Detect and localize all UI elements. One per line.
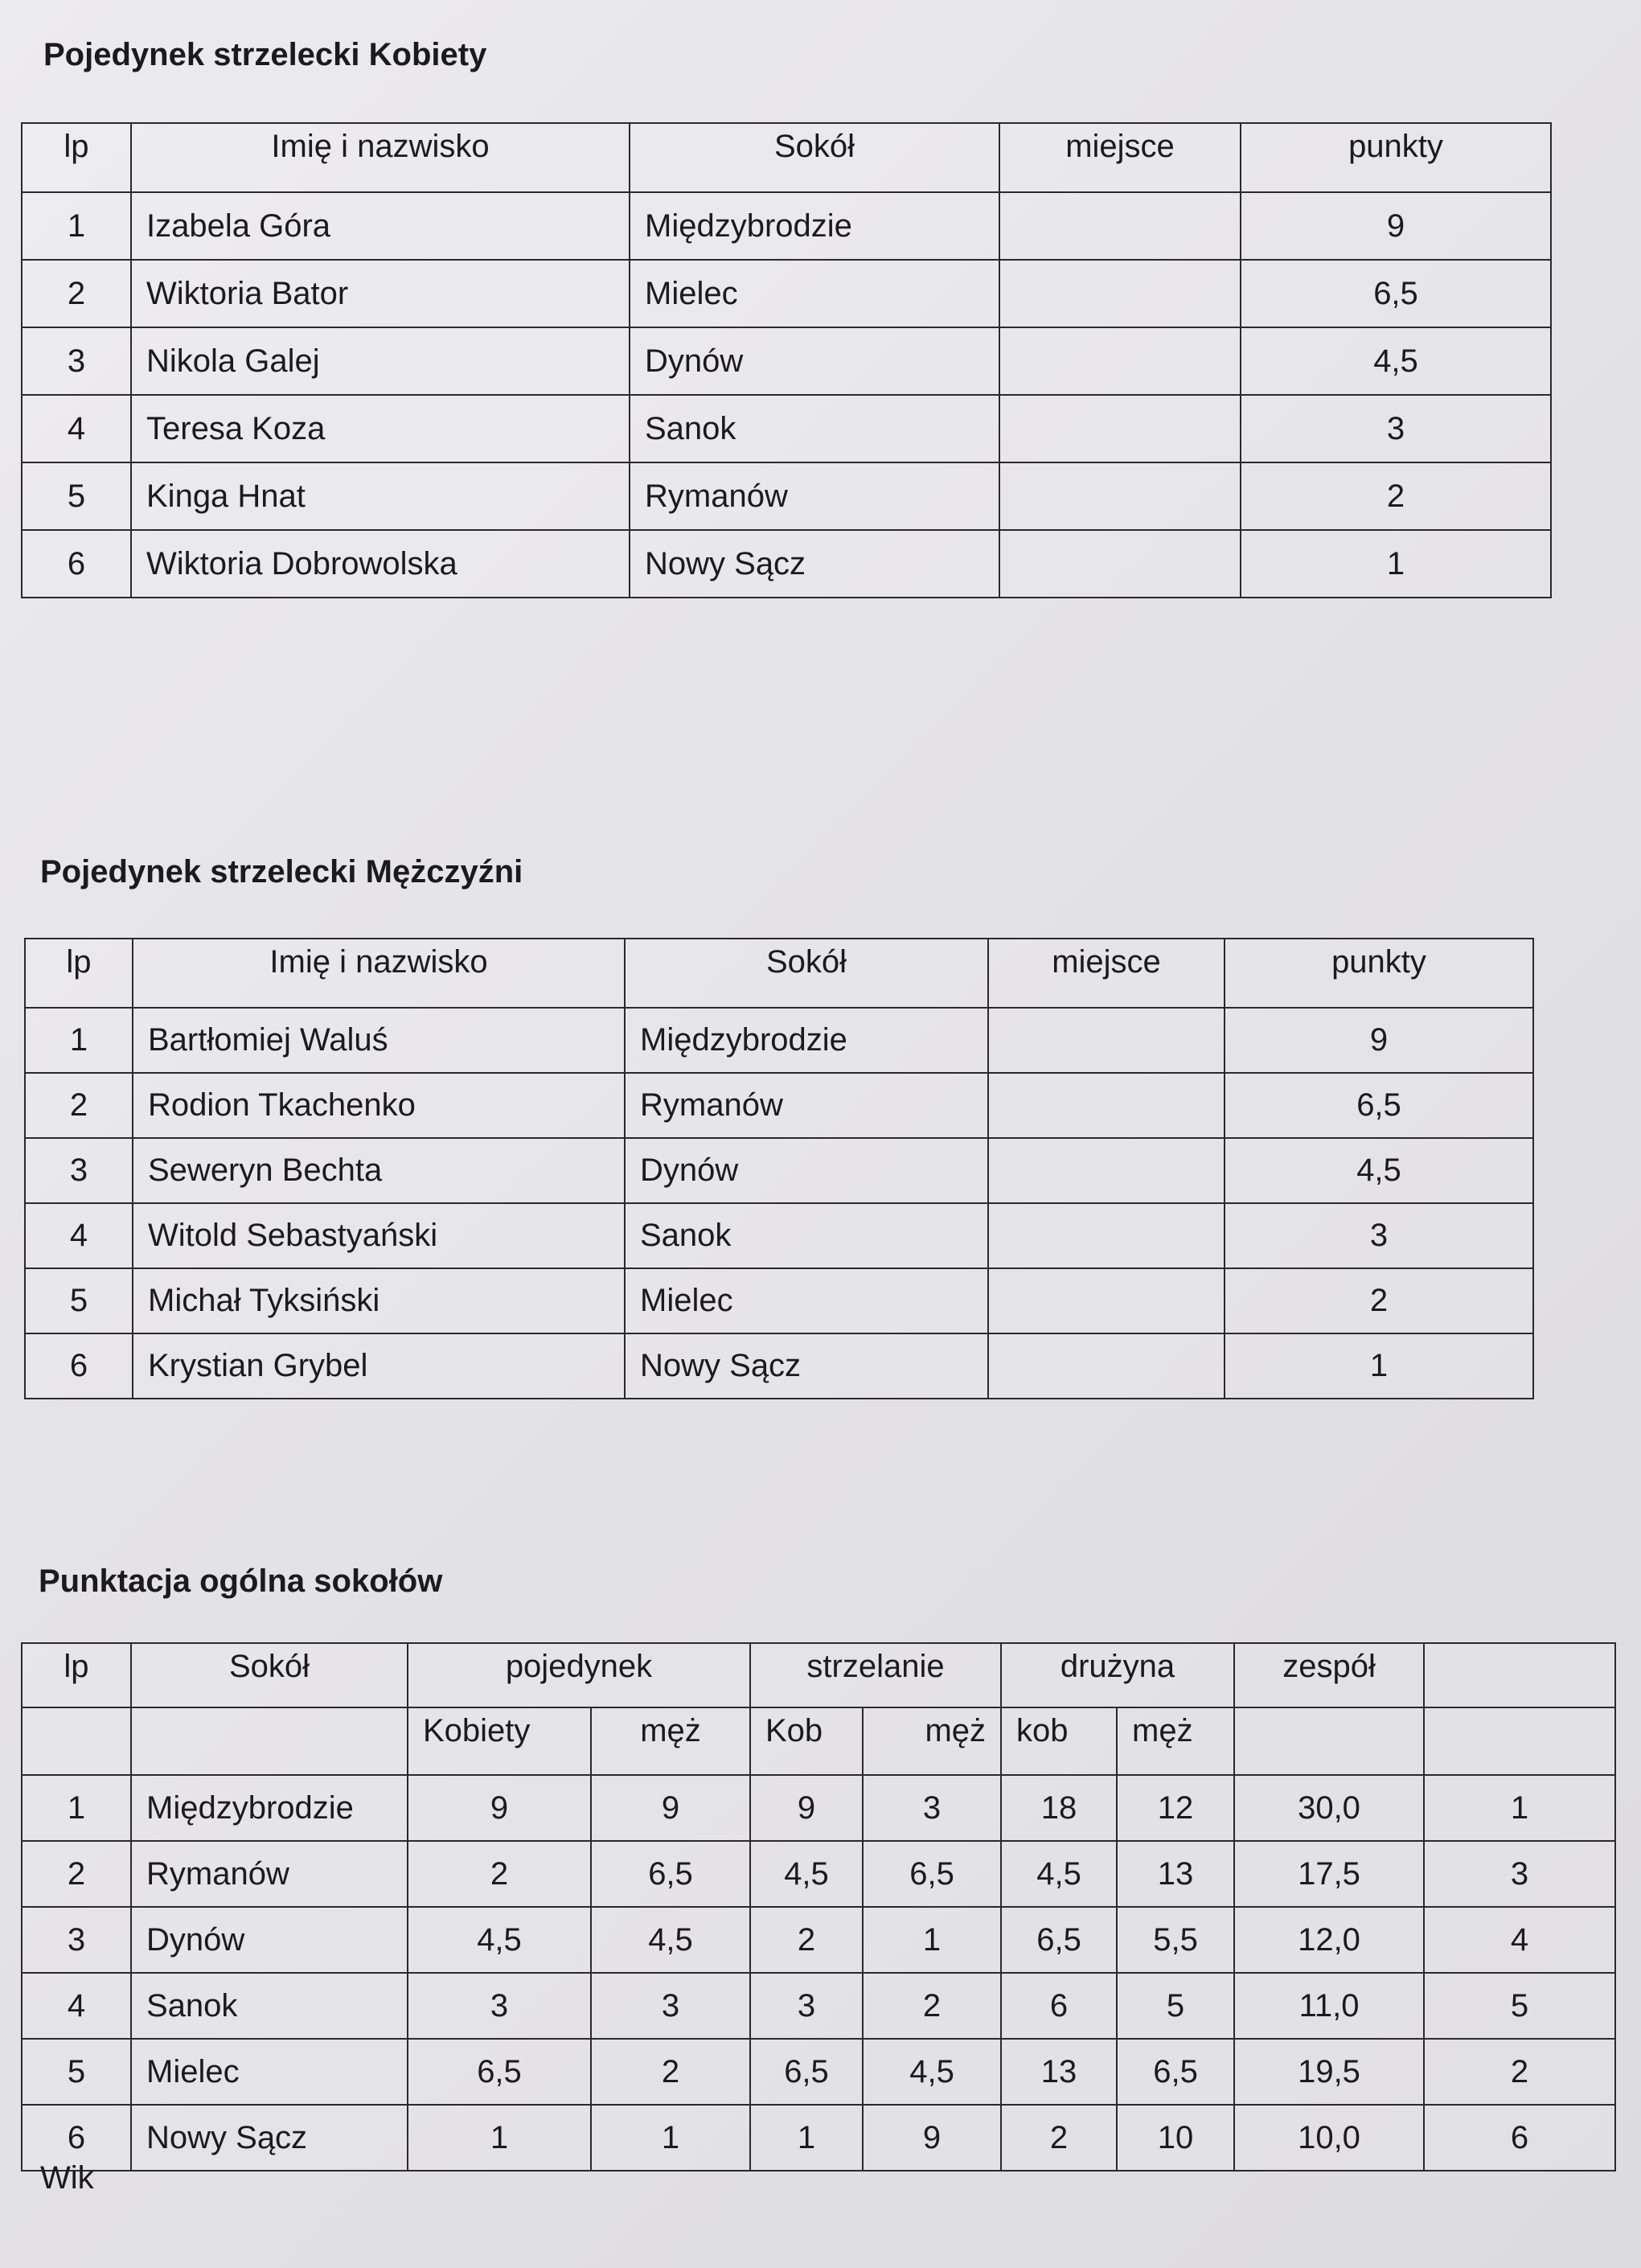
- cell-miejsce: [999, 327, 1241, 395]
- cell-pojedynek-mez: 2: [591, 2039, 750, 2105]
- cell-lp: 2: [22, 1841, 131, 1907]
- cell-druzyna-mez: 12: [1117, 1775, 1234, 1841]
- header-lp: lp: [22, 1643, 131, 1707]
- table-row: [22, 2039, 1615, 2105]
- cell-druzyna-kob: 13: [1001, 2039, 1117, 2105]
- cell-name: Witold Sebastyański: [133, 1203, 625, 1268]
- cell-pojedynek-kobiety: 4,5: [408, 1907, 591, 1973]
- men-results-table: [24, 938, 1534, 1399]
- cell-final-place: 5: [1424, 1973, 1615, 2039]
- cell-punkty: 4,5: [1241, 327, 1551, 395]
- cell-sokol: Międzybrodzie: [131, 1775, 408, 1841]
- cell-lp: 1: [25, 1008, 133, 1073]
- cell-strzelanie-kob: 6,5: [750, 2039, 863, 2105]
- cell-pojedynek-kobiety: 9: [408, 1775, 591, 1841]
- cell-miejsce: [999, 192, 1241, 260]
- cell-name: Wiktoria Bator: [131, 260, 630, 327]
- header-druzyna: drużyna: [1001, 1643, 1234, 1707]
- cell-pojedynek-mez: 1: [591, 2105, 750, 2171]
- table-row: [22, 2105, 1615, 2171]
- cell-sokol: Dynów: [630, 327, 999, 395]
- cell-lp: 2: [25, 1073, 133, 1138]
- table-row: [22, 192, 1551, 260]
- cell-sokol: Mielec: [625, 1268, 988, 1333]
- table-row: [22, 327, 1551, 395]
- cell-sokol: Dynów: [131, 1907, 408, 1973]
- cell-lp: 6: [25, 1333, 133, 1399]
- cell-punkty: 1: [1225, 1333, 1533, 1399]
- subheader-pojedynek-mez: męż: [591, 1707, 750, 1775]
- cell-punkty: 9: [1241, 192, 1551, 260]
- cell-sokol: Sanok: [625, 1203, 988, 1268]
- cell-lp: 2: [22, 260, 131, 327]
- cell-final-place: 6: [1424, 2105, 1615, 2171]
- cell-druzyna-kob: 6: [1001, 1973, 1117, 2039]
- table-row: [25, 1138, 1533, 1203]
- cell-druzyna-mez: 5,5: [1117, 1907, 1234, 1973]
- subheader-empty: [1424, 1707, 1615, 1775]
- table-header-row: [25, 939, 1533, 1008]
- cell-name: Seweryn Bechta: [133, 1138, 625, 1203]
- cell-name: Teresa Koza: [131, 395, 630, 462]
- men-section-title: Pojedynek strzelecki Mężczyźni: [40, 854, 523, 890]
- cell-punkty: 6,5: [1241, 260, 1551, 327]
- cell-strzelanie-kob: 2: [750, 1907, 863, 1973]
- cell-zespol: 30,0: [1234, 1775, 1424, 1841]
- cell-druzyna-kob: 4,5: [1001, 1841, 1117, 1907]
- table-row: [22, 1841, 1615, 1907]
- header-name: Imię i nazwisko: [131, 123, 630, 192]
- cell-druzyna-kob: 18: [1001, 1775, 1117, 1841]
- table-row: [22, 1973, 1615, 2039]
- header-lp: lp: [22, 123, 131, 192]
- cell-lp: 5: [22, 2039, 131, 2105]
- cell-zespol: 11,0: [1234, 1973, 1424, 2039]
- header-zespol: zespół: [1234, 1643, 1424, 1707]
- cell-lp: 3: [22, 327, 131, 395]
- cell-lp: 3: [22, 1907, 131, 1973]
- cell-druzyna-mez: 5: [1117, 1973, 1234, 2039]
- cell-strzelanie-mez: 9: [863, 2105, 1001, 2171]
- cell-punkty: 9: [1225, 1008, 1533, 1073]
- cell-lp: 1: [22, 192, 131, 260]
- table-row: [25, 1333, 1533, 1399]
- cell-miejsce: [988, 1333, 1225, 1399]
- cell-miejsce: [988, 1138, 1225, 1203]
- table-row: [25, 1008, 1533, 1073]
- cell-miejsce: [999, 260, 1241, 327]
- cell-lp: 6: [22, 530, 131, 598]
- header-lp: lp: [25, 939, 133, 1008]
- cell-strzelanie-mez: 4,5: [863, 2039, 1001, 2105]
- cell-pojedynek-mez: 4,5: [591, 1907, 750, 1973]
- cell-pojedynek-kobiety: 3: [408, 1973, 591, 2039]
- cell-miejsce: [988, 1008, 1225, 1073]
- cell-sokol: Dynów: [625, 1138, 988, 1203]
- cell-pojedynek-mez: 6,5: [591, 1841, 750, 1907]
- cell-name: Bartłomiej Waluś: [133, 1008, 625, 1073]
- subheader-druzyna-kob: kob: [1001, 1707, 1117, 1775]
- cell-strzelanie-mez: 1: [863, 1907, 1001, 1973]
- cell-strzelanie-mez: 6,5: [863, 1841, 1001, 1907]
- cell-punkty: 6,5: [1225, 1073, 1533, 1138]
- cell-lp: 1: [22, 1775, 131, 1841]
- cell-zespol: 17,5: [1234, 1841, 1424, 1907]
- cell-lp: 4: [22, 1973, 131, 2039]
- cell-sokol: Nowy Sącz: [630, 530, 999, 598]
- cell-miejsce: [999, 462, 1241, 530]
- cell-pojedynek-kobiety: 2: [408, 1841, 591, 1907]
- table-row: [25, 1268, 1533, 1333]
- cell-name: Rodion Tkachenko: [133, 1073, 625, 1138]
- cell-lp: 4: [22, 395, 131, 462]
- women-results-table: [21, 122, 1552, 598]
- table-row: [22, 1775, 1615, 1841]
- overall-score-table: [21, 1642, 1616, 2171]
- cell-druzyna-kob: 6,5: [1001, 1907, 1117, 1973]
- cell-name: Krystian Grybel: [133, 1333, 625, 1399]
- cell-lp: 3: [25, 1138, 133, 1203]
- cell-punkty: 1: [1241, 530, 1551, 598]
- cell-zespol: 19,5: [1234, 2039, 1424, 2105]
- table-header-row: [22, 1643, 1615, 1707]
- cell-miejsce: [999, 530, 1241, 598]
- cell-strzelanie-kob: 4,5: [750, 1841, 863, 1907]
- cell-lp: 5: [25, 1268, 133, 1333]
- subheader-strzelanie-kob: Kob: [750, 1707, 863, 1775]
- cell-punkty: 3: [1241, 395, 1551, 462]
- cell-final-place: 1: [1424, 1775, 1615, 1841]
- cell-lp: 4: [25, 1203, 133, 1268]
- cell-name: Michał Tyksiński: [133, 1268, 625, 1333]
- header-place: [1424, 1643, 1615, 1707]
- header-pojedynek: pojedynek: [408, 1643, 750, 1707]
- cell-pojedynek-kobiety: 1: [408, 2105, 591, 2171]
- cell-zespol: 12,0: [1234, 1907, 1424, 1973]
- cell-sokol: Mielec: [630, 260, 999, 327]
- header-sokol: Sokół: [131, 1643, 408, 1707]
- cell-strzelanie-kob: 3: [750, 1973, 863, 2039]
- cell-strzelanie-mez: 3: [863, 1775, 1001, 1841]
- table-row: [22, 395, 1551, 462]
- cell-name: Wiktoria Dobrowolska: [131, 530, 630, 598]
- cell-lp: 6: [22, 2105, 131, 2171]
- table-header-row: [22, 123, 1551, 192]
- cell-druzyna-kob: 2: [1001, 2105, 1117, 2171]
- cell-druzyna-mez: 10: [1117, 2105, 1234, 2171]
- cell-pojedynek-mez: 9: [591, 1775, 750, 1841]
- cell-final-place: 2: [1424, 2039, 1615, 2105]
- cell-sokol: Międzybrodzie: [625, 1008, 988, 1073]
- cell-zespol: 10,0: [1234, 2105, 1424, 2171]
- cell-name: Izabela Góra: [131, 192, 630, 260]
- cell-miejsce: [988, 1203, 1225, 1268]
- cell-miejsce: [988, 1268, 1225, 1333]
- cell-sokol: Nowy Sącz: [625, 1333, 988, 1399]
- subheader-empty: [131, 1707, 408, 1775]
- cell-sokol: Rymanów: [131, 1841, 408, 1907]
- subheader-pojedynek-kobiety: Kobiety: [408, 1707, 591, 1775]
- cell-sokol: Sanok: [131, 1973, 408, 2039]
- cell-name: Kinga Hnat: [131, 462, 630, 530]
- cell-miejsce: [999, 395, 1241, 462]
- header-name: Imię i nazwisko: [133, 939, 625, 1008]
- subheader-strzelanie-mez: męż: [863, 1707, 1001, 1775]
- table-row: [22, 260, 1551, 327]
- cell-lp: 5: [22, 462, 131, 530]
- header-miejsce: miejsce: [999, 123, 1241, 192]
- footer-note: Wik: [40, 2160, 94, 2196]
- cell-strzelanie-mez: 2: [863, 1973, 1001, 2039]
- subheader-druzyna-mez: męż: [1117, 1707, 1234, 1775]
- cell-sokol: Rymanów: [625, 1073, 988, 1138]
- cell-punkty: 4,5: [1225, 1138, 1533, 1203]
- cell-punkty: 3: [1225, 1203, 1533, 1268]
- cell-final-place: 3: [1424, 1841, 1615, 1907]
- subheader-empty: [1234, 1707, 1424, 1775]
- cell-final-place: 4: [1424, 1907, 1615, 1973]
- cell-druzyna-mez: 6,5: [1117, 2039, 1234, 2105]
- header-punkty: punkty: [1225, 939, 1533, 1008]
- cell-pojedynek-mez: 3: [591, 1973, 750, 2039]
- header-strzelanie: strzelanie: [750, 1643, 1001, 1707]
- cell-punkty: 2: [1241, 462, 1551, 530]
- cell-strzelanie-kob: 9: [750, 1775, 863, 1841]
- table-row: [22, 1907, 1615, 1973]
- cell-punkty: 2: [1225, 1268, 1533, 1333]
- cell-sokol: Nowy Sącz: [131, 2105, 408, 2171]
- cell-sokol: Mielec: [131, 2039, 408, 2105]
- women-section-title: Pojedynek strzelecki Kobiety: [43, 37, 487, 72]
- table-row: [22, 530, 1551, 598]
- header-sokol: Sokół: [625, 939, 988, 1008]
- table-row: [22, 462, 1551, 530]
- subheader-empty: [22, 1707, 131, 1775]
- table-subheader-row: [22, 1707, 1615, 1775]
- header-miejsce: miejsce: [988, 939, 1225, 1008]
- header-punkty: punkty: [1241, 123, 1551, 192]
- cell-strzelanie-kob: 1: [750, 2105, 863, 2171]
- overall-section-title: Punktacja ogólna sokołów: [39, 1563, 443, 1599]
- header-sokol: Sokół: [630, 123, 999, 192]
- cell-name: Nikola Galej: [131, 327, 630, 395]
- cell-druzyna-mez: 13: [1117, 1841, 1234, 1907]
- cell-pojedynek-kobiety: 6,5: [408, 2039, 591, 2105]
- table-row: [25, 1073, 1533, 1138]
- cell-sokol: Sanok: [630, 395, 999, 462]
- cell-sokol: Rymanów: [630, 462, 999, 530]
- cell-miejsce: [988, 1073, 1225, 1138]
- table-row: [25, 1203, 1533, 1268]
- cell-sokol: Międzybrodzie: [630, 192, 999, 260]
